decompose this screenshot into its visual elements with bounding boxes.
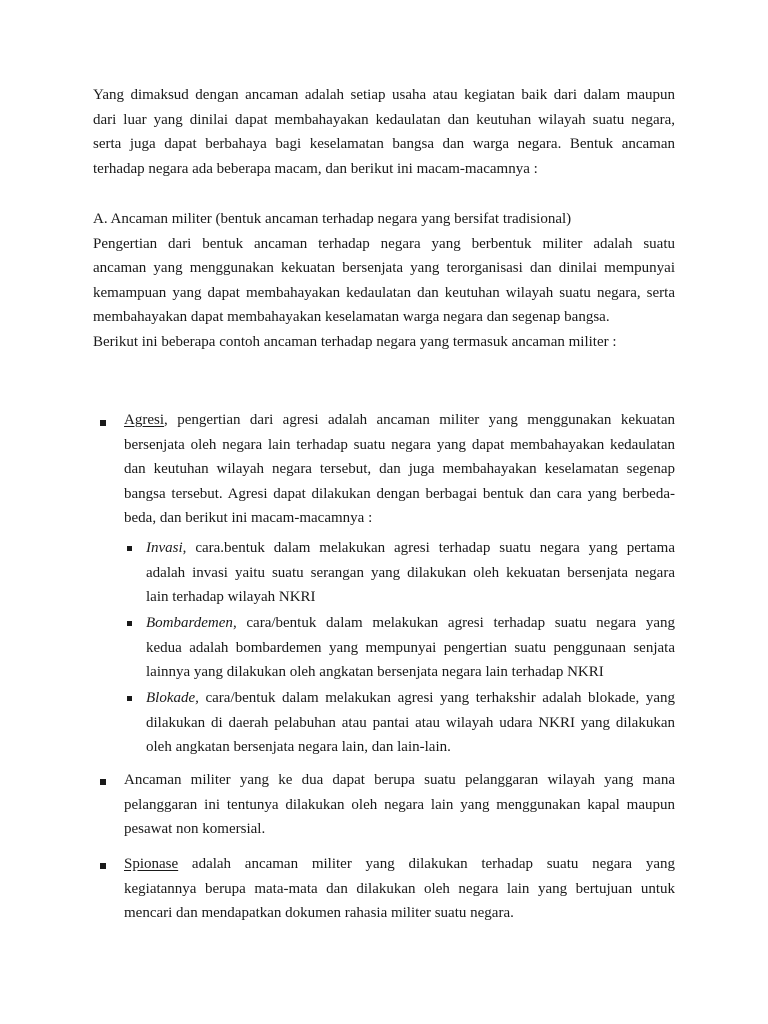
- bullet-line-text: adalah ancaman militer yang dilakukan terhadap suatu negara yang: [178, 856, 675, 872]
- sub-bullet-marker: [127, 546, 132, 551]
- section-a: [93, 207, 675, 354]
- bullet-line-text: , pengertian dari agresi adalah ancaman militer yang menggunakan kekuatan: [164, 412, 675, 428]
- intro-line: Yang dimaksud dengan ancaman adalah setiap usaha atau kegiatan baik dari dalam maupun: [93, 87, 675, 103]
- subitem-line: [146, 536, 675, 561]
- bullet-marker: [100, 779, 106, 785]
- intro-line: dari luar yang dinilai dapat membahayakan kedaulatan dan keutuhan wilayah suatu negara,: [93, 111, 675, 128]
- subitem-line: kedua adalah bombardemen yang mempunyai pengertian suatu penggunaan senjata: [146, 639, 675, 656]
- subitem-line: lainnya yang dilakukan oleh angkatan bersenjata negara lain terhadap NKRI: [146, 664, 604, 680]
- bullet-line: pelanggaran ini tentunya dilakukan oleh negara lain yang menggunakan kapal maupun: [124, 796, 675, 813]
- section-a-line: [93, 232, 675, 257]
- bullet-line: bangsa tersebut. Agresi dapat dilakukan dengan berbagai bentuk dan cara yang berbeda-: [124, 485, 675, 502]
- bullet-marker: [100, 420, 106, 426]
- subitem-invasi: [146, 536, 675, 610]
- subitem-blokade: [146, 686, 675, 760]
- bullet-line: [124, 408, 675, 433]
- bullet-line: pesawat non komersial.: [124, 821, 266, 837]
- section-a-line-text: Pengertian dari bentuk ancaman terhadap: [93, 235, 370, 252]
- invasi-term: Invasi: [146, 540, 183, 556]
- section-a-line: ancaman yang menggunakan kekuatan bersenjata yang terorganisasi dan dinilai mempunyai: [93, 260, 675, 276]
- section-a-heading: A. Ancaman militer (bentuk ancaman terhadap negara yang bersifat tradisional): [93, 211, 572, 227]
- bullet-line: kegiatannya berupa mata-mata dan dilakukan oleh negara lain yang bertujuan untuk: [124, 880, 675, 897]
- bullet-line: Ancaman militer yang ke dua dapat berupa suatu pelanggaran wilayah yang mana: [124, 772, 675, 788]
- negara-link[interactable]: negara: [380, 235, 421, 252]
- bullet-line: mencari dan mendapatkan dokumen rahasia militer suatu negara.: [124, 905, 514, 921]
- sub-bullet-marker: [127, 621, 132, 626]
- bombardemen-term: Bombardemen: [146, 615, 233, 631]
- bullet-spionase: [124, 852, 675, 926]
- section-a-line: membahayakan dapat membahayakan keselamatan warga negara dan segenap bangsa.: [93, 309, 610, 325]
- bullet-line: [124, 852, 675, 877]
- subitem-line: adalah invasi yaitu suatu serangan yang dilakukan oleh kekuatan bersenjata negara: [146, 564, 675, 581]
- intro-paragraph: [93, 83, 675, 181]
- section-a-line: kemampuan yang dapat membahayakan kedaulatan dan keutuhan wilayah suatu negara, serta: [93, 284, 675, 301]
- intro-line: serta juga dapat berbahaya bagi keselamatan bangsa dan warga negara. Bentuk ancaman: [93, 136, 675, 152]
- intro-line: terhadap negara ada beberapa macam, dan berikut ini macam-macamnya :: [93, 160, 538, 177]
- bullet-line: beda, dan berikut ini macam-macamnya :: [124, 510, 373, 526]
- bullet-line: bersenjata oleh negara lain terhadap suatu negara yang dapat membahayakan kedaulatan: [124, 436, 675, 453]
- subitem-line: dilakukan di daerah pelabuhan atau pantai atau wilayah udara NKRI yang dilakukan: [146, 714, 675, 731]
- subitem-line: lain terhadap wilayah NKRI: [146, 589, 316, 605]
- section-a-line-text: yang berbentuk militer adalah suatu: [431, 235, 676, 252]
- subitem-line: [146, 686, 675, 711]
- spionase-term[interactable]: Spionase: [124, 856, 179, 872]
- blokade-term: Blokade,: [146, 690, 199, 706]
- bullet-agresi: [124, 408, 675, 531]
- subitem-line-text: , cara.bentuk dalam melakukan agresi terhadap suatu negara yang pertama: [182, 540, 675, 556]
- bullet-line: dan keutuhan wilayah negara tersebut, dan juga membahayakan keselamatan segenap: [124, 461, 675, 477]
- agresi-term[interactable]: Agresi: [124, 412, 164, 428]
- sub-bullet-marker: [127, 696, 132, 701]
- subitem-line-text: cara/bentuk dalam melakukan agresi yang terhakshir adalah blokade, yang: [198, 690, 675, 706]
- bullet-marker: [100, 863, 106, 869]
- bullet-pelanggaran: [124, 768, 675, 842]
- subitem-line: [146, 611, 675, 636]
- examples-intro: Berikut ini beberapa contoh ancaman terhadap negara yang termasuk ancaman militer :: [93, 333, 617, 350]
- subitem-bombardemen: [146, 611, 675, 685]
- subitem-line: oleh angkatan bersenjata negara lain, dan lain-lain.: [146, 739, 451, 755]
- subitem-line-text: , cara/bentuk dalam melakukan agresi terhadap suatu negara yang: [232, 615, 675, 631]
